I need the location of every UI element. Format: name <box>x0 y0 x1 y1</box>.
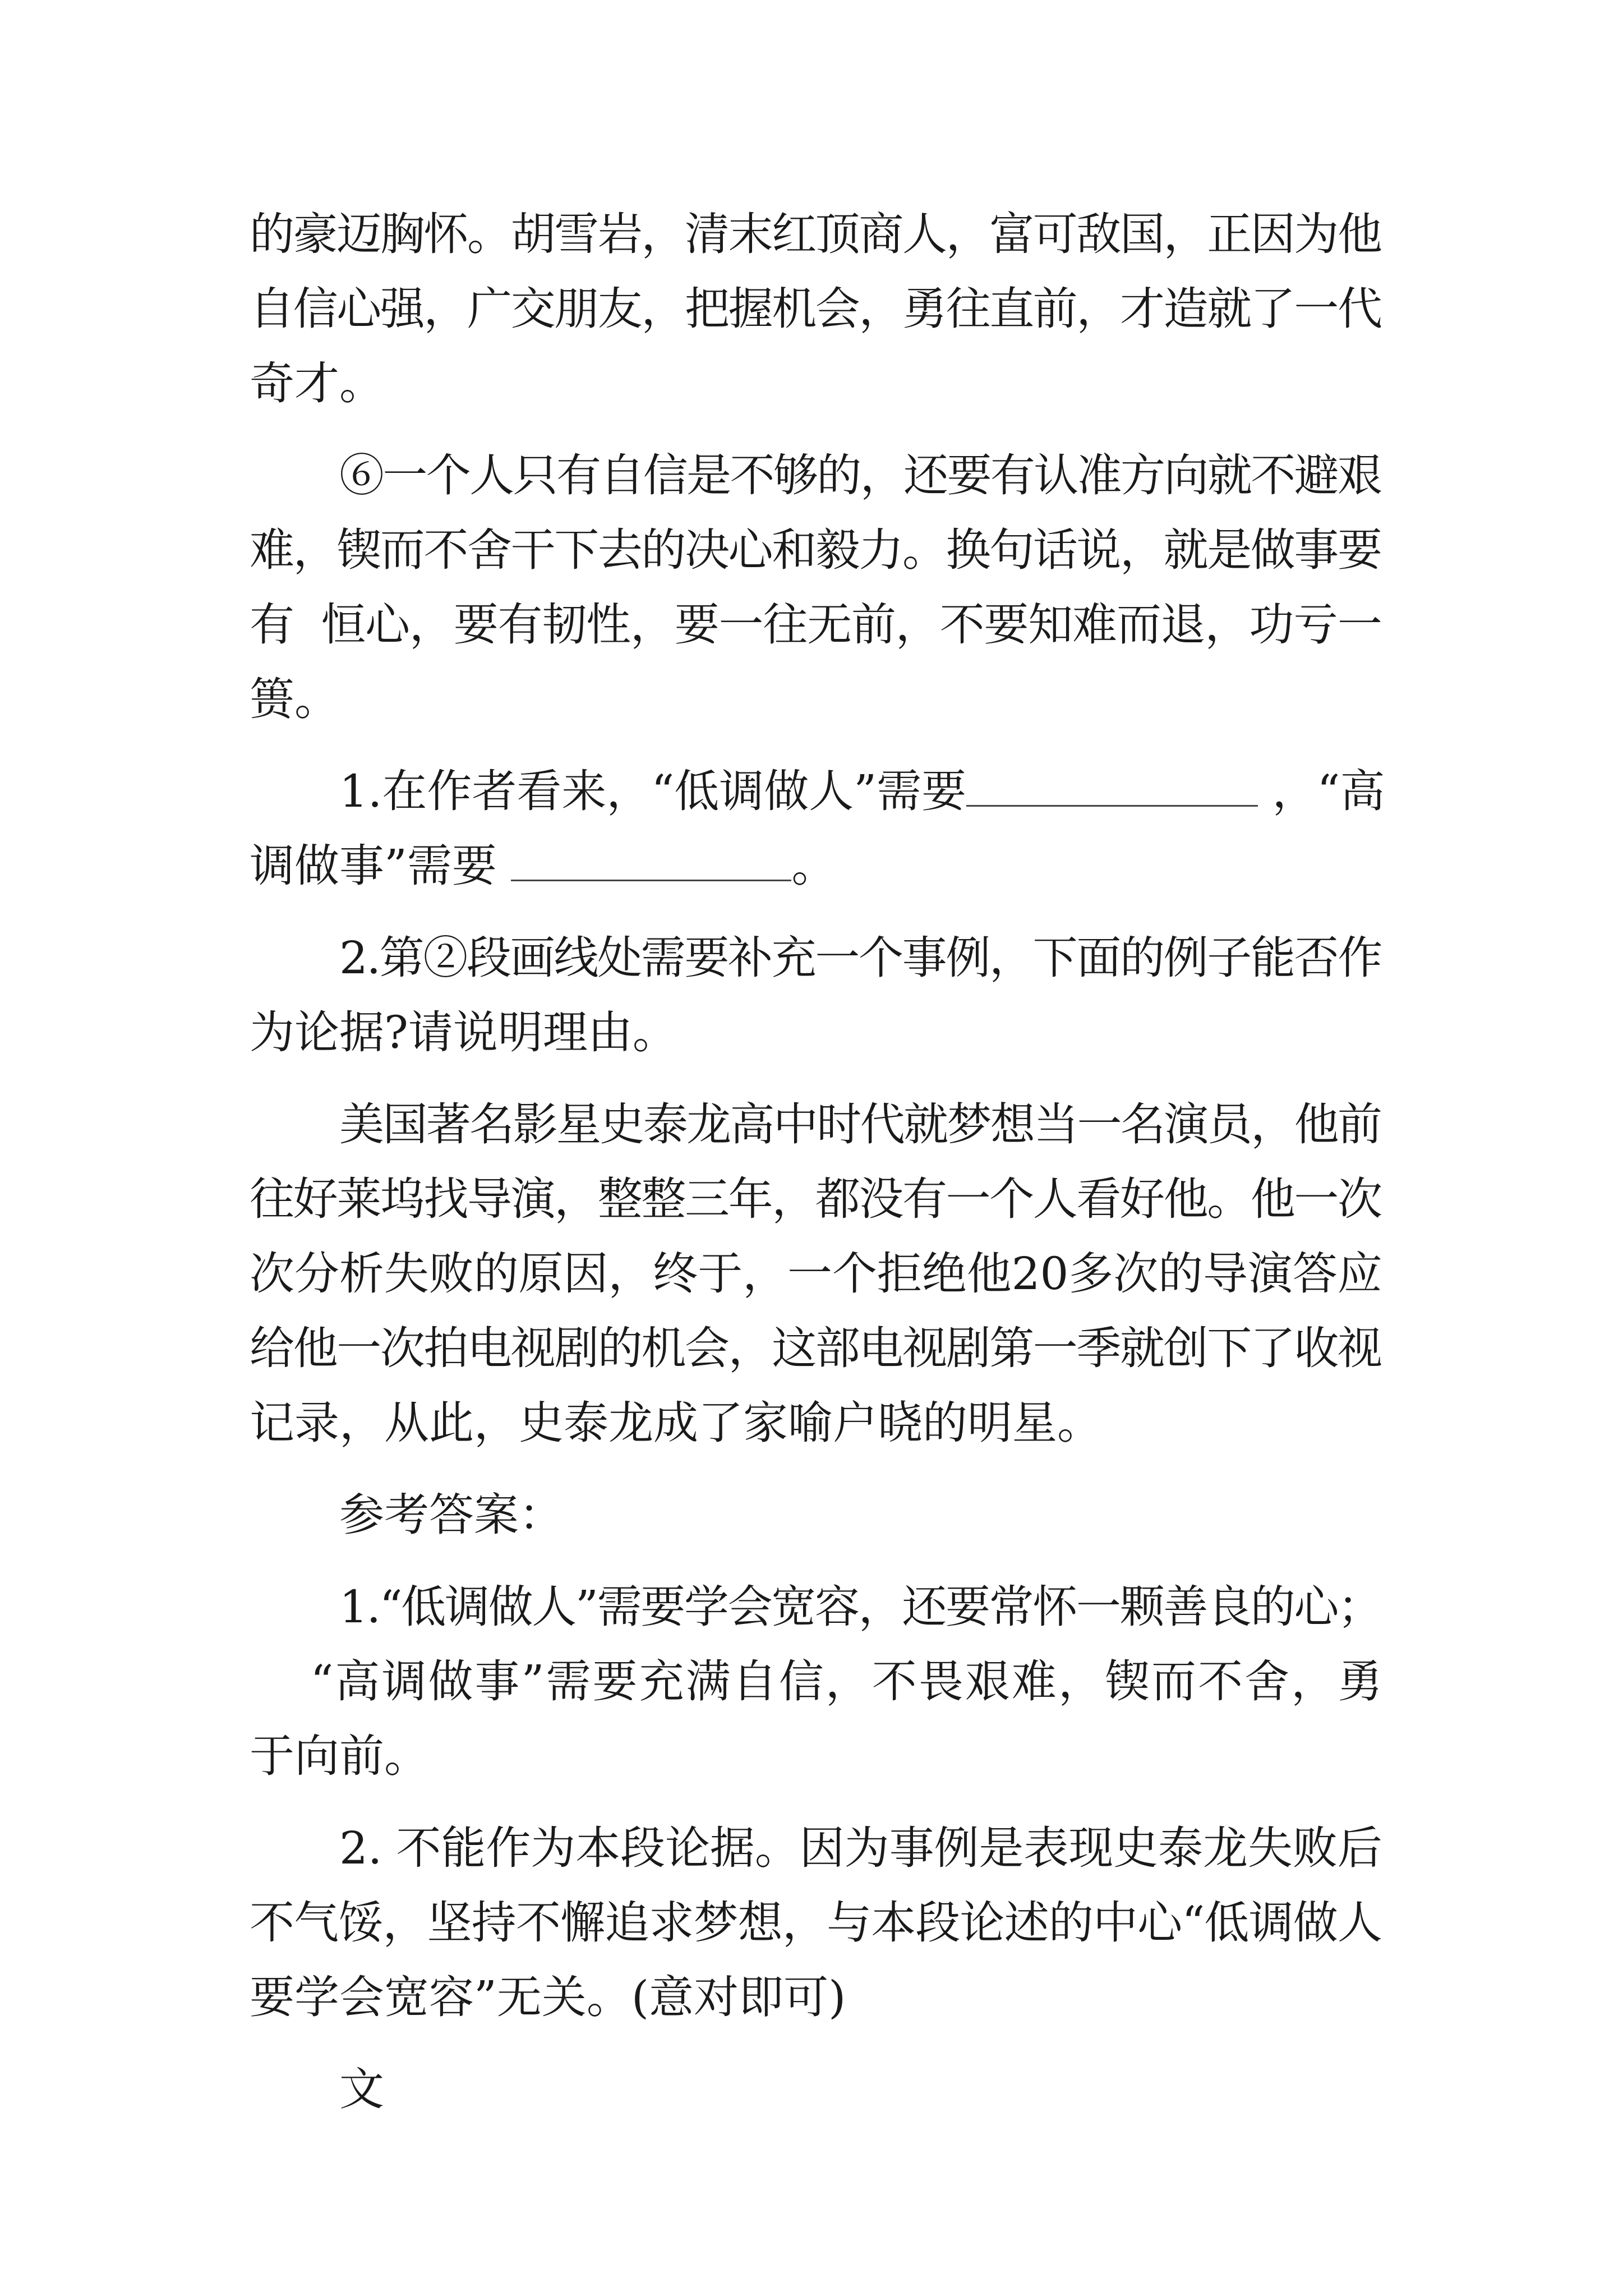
text-line <box>250 1728 429 1784</box>
text-line <box>250 281 1381 337</box>
text-line <box>339 1820 1382 1876</box>
text-line <box>250 1246 1382 1302</box>
line-text: 1.“低调做人”需要学会宽容，还要常怀一颗善良的心； <box>339 1581 1381 1633</box>
text-line <box>339 448 1381 504</box>
line-text: 往好莱坞找导演，整整三年，都没有一个人看好他。他一次 <box>250 1173 1381 1225</box>
answer-blank[interactable] <box>511 840 791 881</box>
text-line <box>250 838 836 894</box>
text-line <box>294 1654 1384 1710</box>
text-line <box>250 597 1382 653</box>
line-text: 自信心强，广交朋友，把握机会，勇往直前，才造就了一代 <box>250 283 1381 335</box>
text-line <box>250 1005 677 1061</box>
text-line <box>250 1970 846 2026</box>
line-text: 不气馁，坚持不懈追求梦想，与本段论述的中心“低调做人 <box>250 1897 1382 1949</box>
line-text: 给他一次拍电视剧的机会，这部电视剧第一季就创下了收视 <box>250 1322 1381 1374</box>
text-line <box>250 1895 1382 1951</box>
line-text: 文 <box>339 2063 384 2115</box>
text-line <box>250 356 384 412</box>
line-text: 的豪迈胸怀。胡雪岩，清末红顶商人，富可敌国，正因为他 <box>250 208 1381 260</box>
line-text-after-blank: 。 <box>791 840 837 892</box>
line-text: 2.第②段画线处需要补充一个事例，下面的例子能否作 <box>339 932 1381 984</box>
text-line <box>250 1395 1102 1451</box>
text-line <box>339 1579 1381 1635</box>
answer-blank[interactable] <box>966 766 1258 807</box>
line-text: 调做事”需要 <box>250 840 511 892</box>
line-text: 美国著名影星史泰龙高中时代就梦想当一名演员，他前 <box>339 1098 1381 1151</box>
text-line <box>250 206 1381 263</box>
line-text: “高调做事”需要充满自信，不畏艰难，锲而不舍，勇 <box>294 1655 1385 1708</box>
text-line <box>250 1171 1381 1227</box>
line-text: 篑。 <box>250 673 339 725</box>
line-text: ⑥一个人只有自信是不够的，还要有认准方向就不避艰 <box>339 449 1381 501</box>
text-line <box>339 930 1381 986</box>
text-line <box>250 522 1381 578</box>
line-text: 为论据?请说明理由。 <box>250 1006 677 1059</box>
text-line <box>339 1487 564 1543</box>
line-text-after-blank: ，“高 <box>1258 765 1385 817</box>
text-line <box>339 1097 1381 1153</box>
line-text: 次分析失败的原因，终于，一个拒绝他20多次的导演答应 <box>250 1248 1382 1300</box>
line-text: 参考答案： <box>339 1489 564 1541</box>
line-text: 难，锲而不舍干下去的决心和毅力。换句话说，就是做事要 <box>250 524 1381 576</box>
text-line <box>339 2062 384 2118</box>
text-line <box>250 671 339 728</box>
text-line <box>250 1320 1381 1377</box>
line-text: 有 恒心，要有韧性，要一往无前，不要知难而退，功亏一 <box>250 599 1382 651</box>
line-text: 2. 不能作为本段论据。因为事例是表现史泰龙失败后 <box>339 1822 1382 1874</box>
line-text: 要学会宽容”无关。(意对即可) <box>250 1971 846 2023</box>
line-text: 奇才。 <box>250 357 384 409</box>
line-text: 记录，从此，史泰龙成了家喻户晓的明星。 <box>250 1397 1102 1449</box>
line-text: 1.在作者看来，“低调做人”需要 <box>339 765 967 817</box>
text-line <box>339 763 1385 820</box>
line-text: 于向前。 <box>250 1730 429 1782</box>
